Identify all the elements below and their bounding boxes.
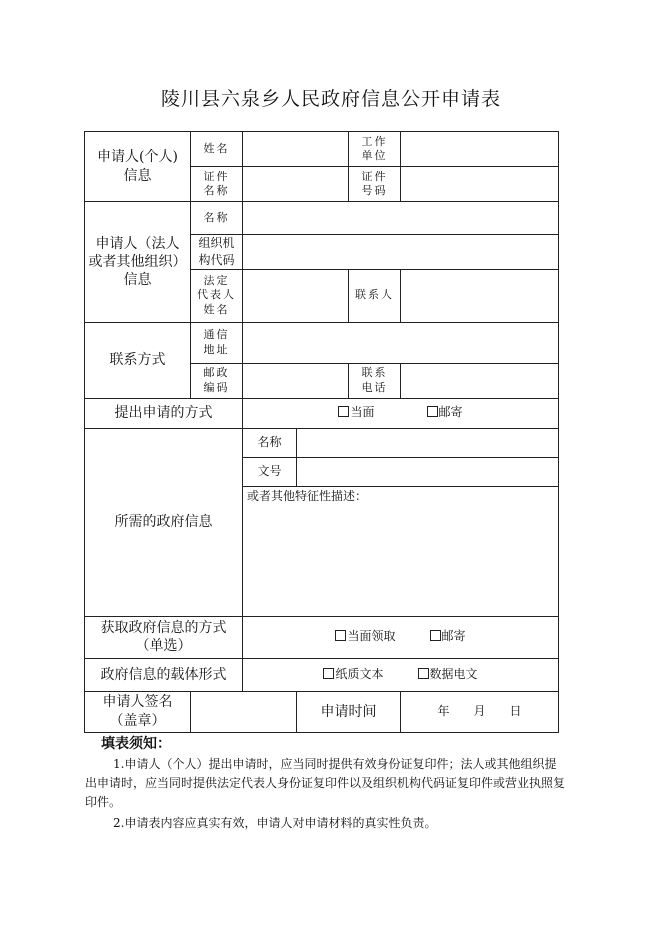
label-legal-rep: 法定 代表人 姓名 <box>191 269 243 322</box>
field-cert-number[interactable] <box>401 167 559 202</box>
fill-instructions <box>85 733 567 833</box>
field-doc-number[interactable] <box>297 457 559 486</box>
date-day: 日 <box>509 703 522 718</box>
label-apply-time: 申请时间 <box>297 691 401 732</box>
option-label: 邮寄 <box>441 629 466 644</box>
option-label: 当面 <box>350 405 375 420</box>
label-contact-person: 联系人 <box>349 269 401 322</box>
label-obtain-method: 获取政府信息的方式 （单选） <box>85 616 243 658</box>
field-cert-name[interactable] <box>243 167 349 202</box>
section-personal: 申请人(个人) 信息 <box>85 132 191 202</box>
field-postcode[interactable] <box>243 363 349 398</box>
option-label: 数据电文 <box>429 666 478 681</box>
section-required-info: 所需的政府信息 <box>85 428 243 616</box>
field-org-code[interactable] <box>243 235 559 270</box>
page-title: 陵川县六泉乡人民政府信息公开申请表 <box>160 88 501 110</box>
label-org-code: 组织机 构代码 <box>191 235 243 270</box>
field-info-name[interactable] <box>297 428 559 457</box>
label-org-name: 名称 <box>191 202 243 235</box>
section-legal: 申请人（法人 或者其他组织） 信息 <box>85 202 191 323</box>
option-label: 当面领取 <box>347 629 396 644</box>
label-signature: 申请人签名 （盖章） <box>85 691 191 732</box>
instruction-item: 1.申请人（个人）提出申请时，应当同时提供有效身份证复印件；法人或其他组织提出申请时，应当同时提供法定代表人身份证复印件以及组织机构代码证复印件或营业执照复印件。 <box>85 757 566 809</box>
label-description: 或者其他特征性描述： <box>247 488 368 503</box>
option-obtain-mail[interactable] <box>430 629 466 645</box>
field-address[interactable] <box>243 322 559 363</box>
field-signature[interactable] <box>191 691 297 732</box>
option-label: 纸质文本 <box>335 666 384 681</box>
checkbox-icon[interactable] <box>418 668 429 679</box>
field-personal-name[interactable] <box>243 132 349 167</box>
field-apply-date[interactable] <box>401 691 559 732</box>
field-contact-person[interactable] <box>401 269 559 322</box>
label-address: 通信 地址 <box>191 322 243 363</box>
label-apply-method: 提出申请的方式 <box>85 398 243 428</box>
field-work-unit[interactable] <box>401 132 559 167</box>
instruction-item: 2.申请表内容应真实有效，申请人对申请材料的真实性负责。 <box>113 816 437 830</box>
label-info-name: 名称 <box>243 428 297 457</box>
instructions-heading: 填表须知： <box>101 736 171 752</box>
section-contact: 联系方式 <box>85 322 191 398</box>
label-phone: 联系 电话 <box>349 363 401 398</box>
checkbox-icon[interactable] <box>323 668 334 679</box>
obtain-method-options <box>243 616 559 658</box>
checkbox-icon[interactable] <box>335 630 346 641</box>
date-year: 年 <box>437 703 450 718</box>
option-label: 邮寄 <box>438 405 463 420</box>
option-mail[interactable] <box>427 405 463 421</box>
application-form-table <box>84 131 559 733</box>
label-work-unit: 工作 单位 <box>349 132 401 167</box>
label-carrier-form: 政府信息的载体形式 <box>85 658 243 691</box>
field-legal-rep[interactable] <box>243 269 349 322</box>
date-month: 月 <box>473 703 486 718</box>
option-paper[interactable] <box>323 667 383 683</box>
checkbox-icon[interactable] <box>338 406 349 417</box>
label-cert-name: 证件 名称 <box>191 167 243 202</box>
option-pickup[interactable] <box>335 629 395 645</box>
label-name: 姓名 <box>191 132 243 167</box>
checkbox-icon[interactable] <box>430 630 441 641</box>
apply-method-options <box>243 398 559 428</box>
option-in-person[interactable] <box>338 405 374 421</box>
checkbox-icon[interactable] <box>427 406 438 417</box>
option-electronic[interactable] <box>418 667 478 683</box>
carrier-options <box>243 658 559 691</box>
label-postcode: 邮政 编码 <box>191 363 243 398</box>
label-cert-number: 证件 号码 <box>349 167 401 202</box>
field-description[interactable] <box>243 486 559 616</box>
label-doc-number: 文号 <box>243 457 297 486</box>
field-org-name[interactable] <box>243 202 559 235</box>
field-phone[interactable] <box>401 363 559 398</box>
